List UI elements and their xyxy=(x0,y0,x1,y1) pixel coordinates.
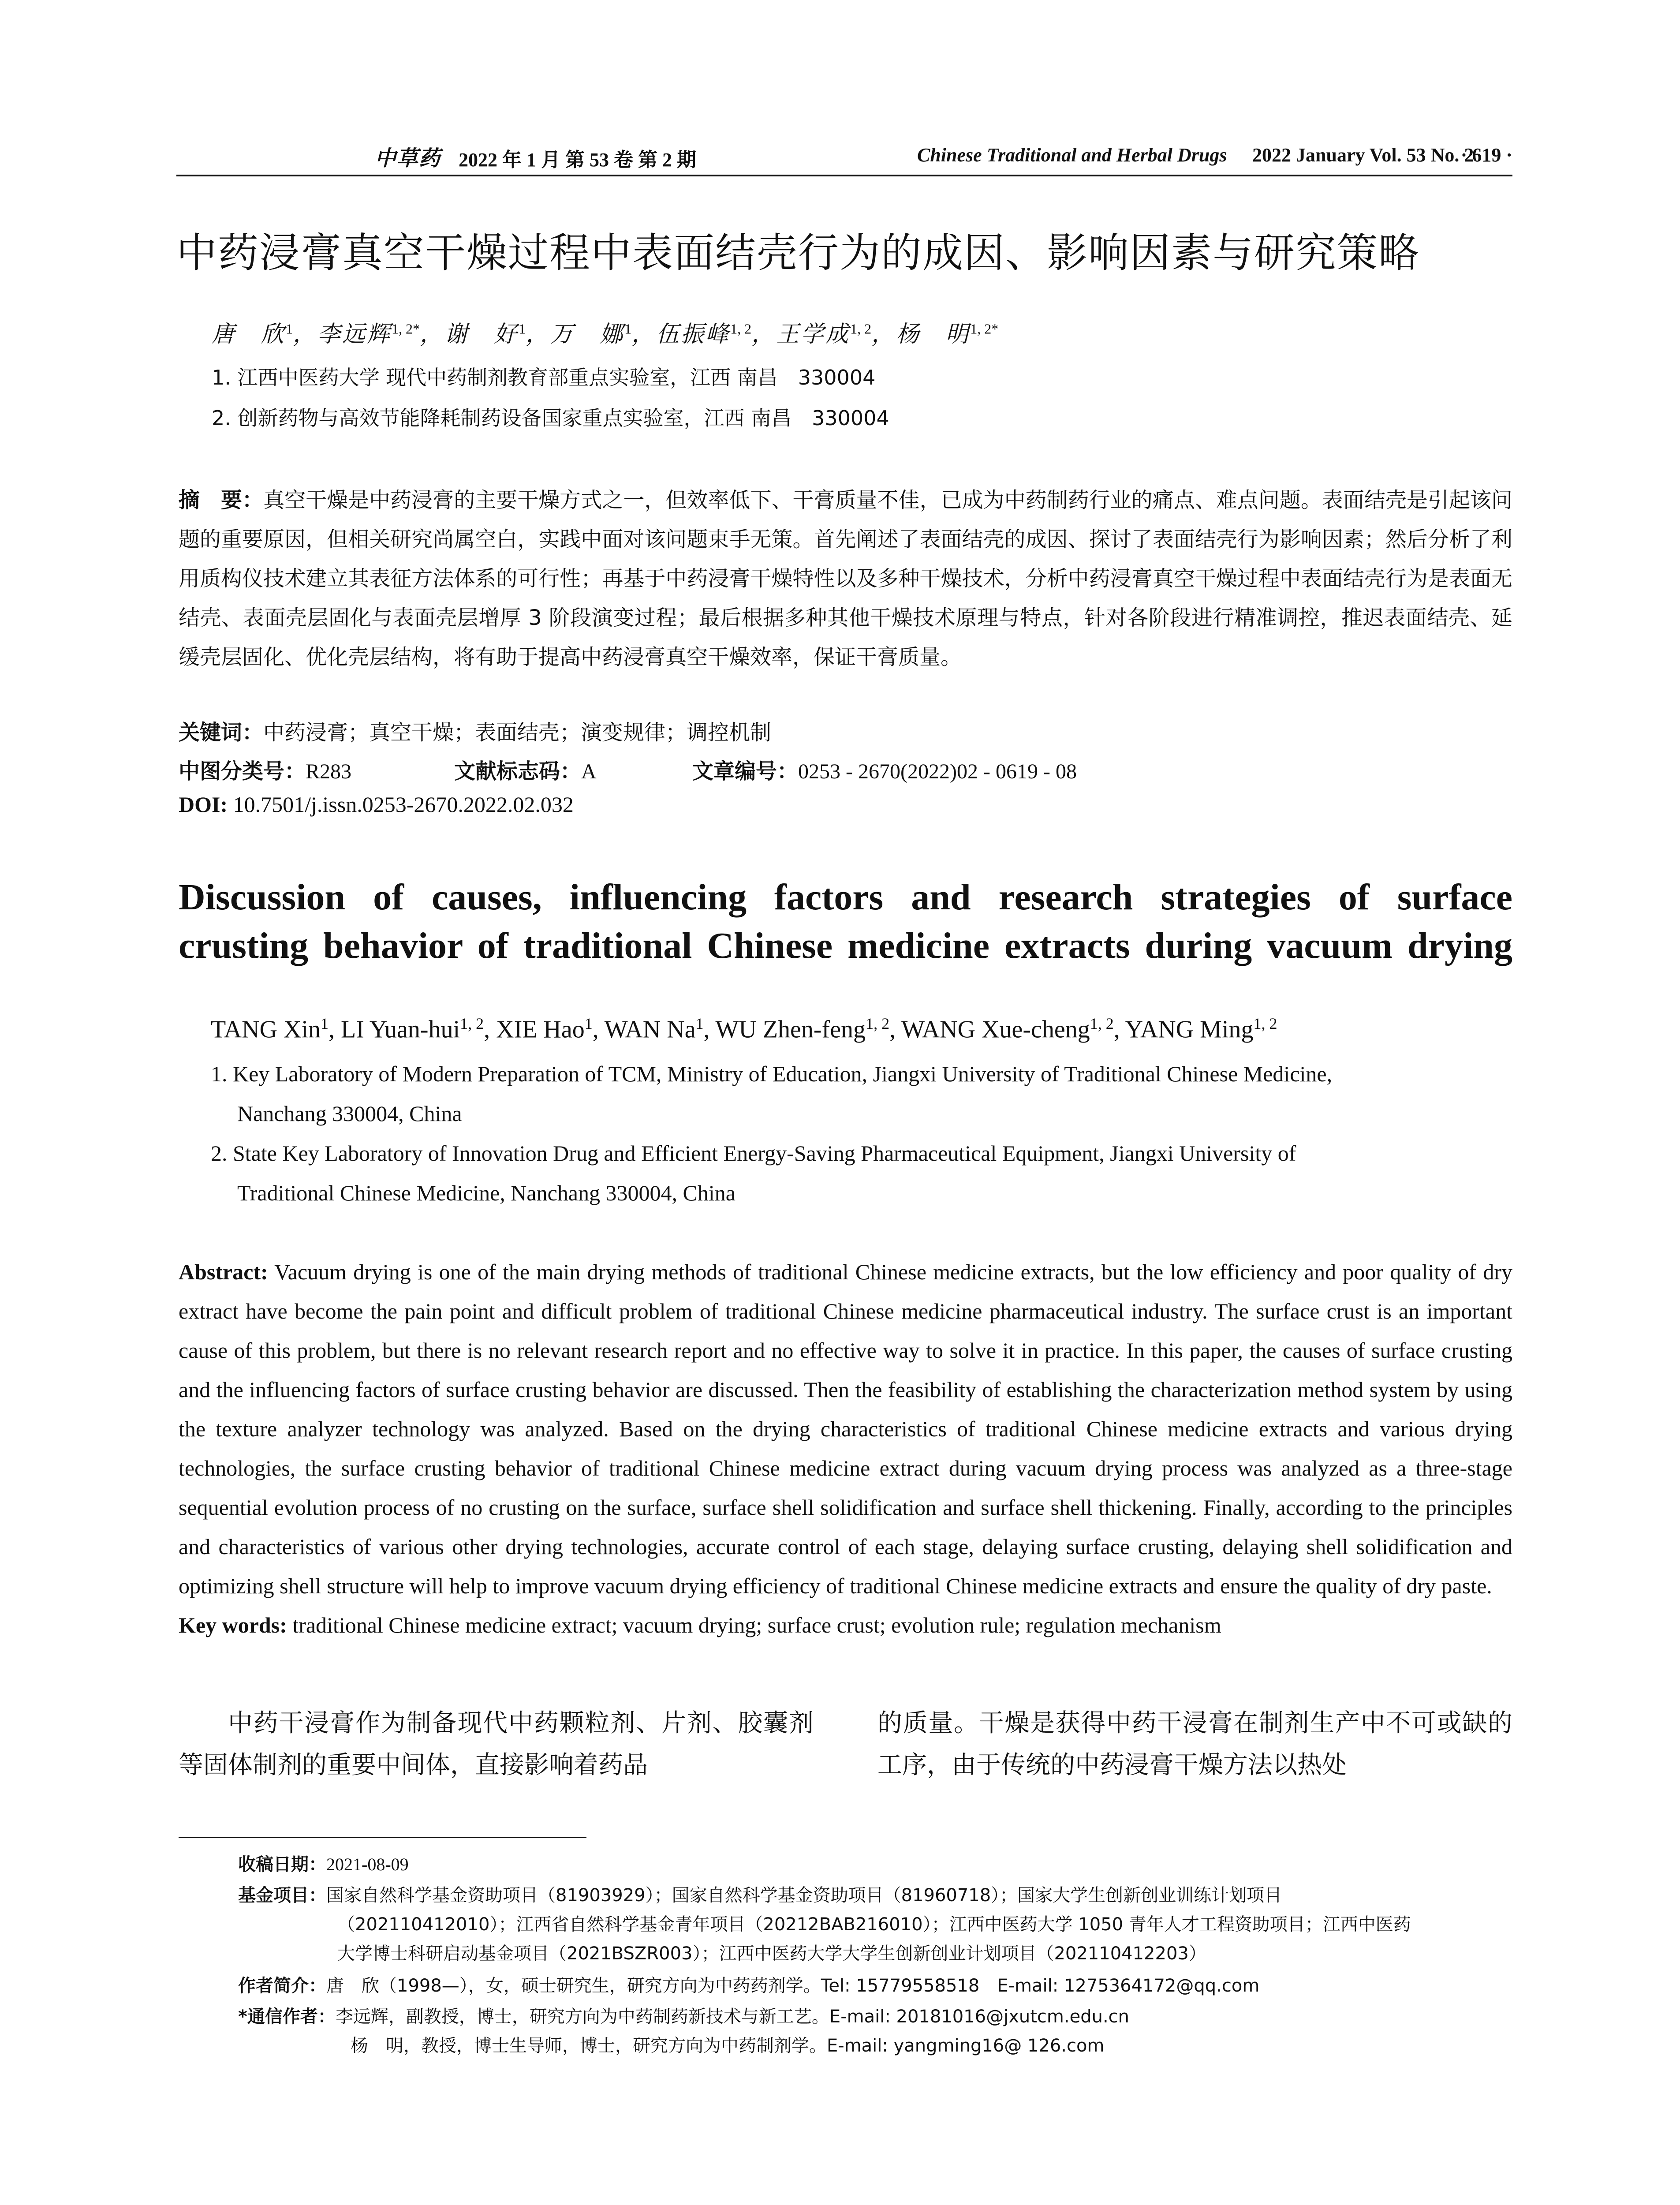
fund-line-2: （202110412010）；江西省自然科学基金青年项目（20212BAB216010）；江西中医药大学 1050 青年人才工程资助项目；江西中医药 xyxy=(337,1914,1411,1935)
bio-label: 作者简介： xyxy=(238,1976,326,1996)
author-en-affiliation-mark: 1 xyxy=(584,1015,593,1032)
author-cn-separator: ， xyxy=(751,322,777,347)
fund-line-1: 国家自然科学基金资助项目（81903929）；国家自然科学基金资助项目（81960718）；国家大学生创新创业训练计划项目 xyxy=(326,1885,1282,1906)
doi-line xyxy=(179,792,574,817)
footnote-author-bio xyxy=(238,1971,1512,2000)
clc-label: 中图分类号： xyxy=(179,759,306,784)
abstract-en-label: Abstract: xyxy=(179,1259,268,1284)
abstract-cn xyxy=(179,481,1512,677)
author-cn-separator: ， xyxy=(526,322,551,347)
title-en-line-1: Discussion of causes, influencing factors and research strategies of surface xyxy=(179,877,1512,918)
author-en-name: WANG Xue-cheng xyxy=(901,1016,1090,1043)
title-cn: 中药浸膏真空干燥过程中表面结壳行为的成因、影响因素与研究策略 xyxy=(176,229,1420,277)
author-cn-affiliation-mark: 1 xyxy=(624,321,632,337)
author-cn-affiliation-mark: 1 xyxy=(519,321,526,337)
article-number-value: 0253 - 2670(2022)02 - 0619 - 08 xyxy=(798,760,1077,783)
author-en-separator: , xyxy=(329,1016,341,1043)
article-number-label: 文章编号： xyxy=(692,759,799,784)
author-en-separator: , xyxy=(703,1016,716,1043)
abstract-en xyxy=(179,1252,1512,1645)
author-en-separator: , xyxy=(484,1016,497,1043)
author-en-separator: , xyxy=(1113,1016,1125,1043)
author-en-name: LI Yuan-hui xyxy=(341,1016,460,1043)
bio-text: 唐 欣（1998—），女，硕士研究生，研究方向为中药药剂学。Tel: 15779558518 E-mail: 1275364172@qq.com xyxy=(326,1976,1260,1996)
affiliation-en-1-line-1: 1. Key Laboratory of Modern Preparation of TCM, Ministry of Education, Jiangxi University of Traditional Chinese Medicine, xyxy=(211,1061,1333,1086)
corr-line-1: 李远辉，副教授，博士，研究方向为中药制药新技术与新工艺。E-mail: 20181016@jxutcm.edu.cn xyxy=(335,2007,1130,2027)
author-en-affiliation-mark: 1, 2 xyxy=(1253,1015,1277,1032)
keywords-cn xyxy=(179,715,771,746)
body-right-column: 的质量。干燥是获得中药干浸膏在制剂生产中不可或缺的工序，由于传统的中药浸膏干燥方法以热处 xyxy=(877,1709,1512,1779)
title-en xyxy=(179,873,1512,970)
fund-line-3: 大学博士科研启动基金项目（2021BSZR003）；江西中医药大学大学生创新创业计划项目（202110412203） xyxy=(337,1943,1206,1964)
author-cn-name: 杨 明 xyxy=(896,322,971,347)
keywords-cn-label: 关键词： xyxy=(179,720,264,745)
author-cn-separator: ， xyxy=(293,322,318,347)
affiliation-en-1 xyxy=(211,1054,1512,1133)
author-cn-affiliation-mark: 1, 2 xyxy=(850,321,872,337)
affiliation-en-2-line-2: Traditional Chinese Medicine, Nanchang 330004, China xyxy=(237,1181,735,1205)
affiliation-en-1-line-2: Nanchang 330004, China xyxy=(237,1101,462,1126)
author-en-affiliation-mark: 1, 2 xyxy=(1090,1015,1114,1032)
author-en-separator: , xyxy=(592,1016,605,1043)
footnote-correspondence xyxy=(238,2002,1512,2060)
author-en-name: YANG Ming xyxy=(1125,1016,1254,1043)
author-en-affiliation-mark: 1 xyxy=(321,1015,329,1032)
keywords-en-label: Key words: xyxy=(179,1613,287,1637)
doi-value: 10.7501/j.issn.0253-2670.2022.02.032 xyxy=(233,792,574,817)
author-cn-separator: ， xyxy=(420,322,445,347)
author-cn-affiliation-mark: 1, 2 xyxy=(730,321,752,337)
doc-code-label: 文献标志码： xyxy=(454,759,582,784)
author-cn-affiliation-mark: 1, 2* xyxy=(392,321,420,337)
authors-cn xyxy=(212,315,998,348)
journal-logo: 中草药 xyxy=(375,146,441,171)
author-en-affiliation-mark: 1, 2 xyxy=(460,1015,484,1032)
fund-label: 基金项目： xyxy=(238,1885,326,1906)
running-header xyxy=(176,141,1512,176)
author-cn-separator: ， xyxy=(871,322,896,347)
received-date: 2021-08-09 xyxy=(326,1854,409,1874)
author-cn-name: 伍振峰 xyxy=(656,322,731,347)
author-cn-name: 唐 欣 xyxy=(212,322,286,347)
footnote-fund xyxy=(238,1881,1512,1968)
abstract-cn-text: 真空干燥是中药浸膏的主要干燥方式之一，但效率低下、干膏质量不佳，已成为中药制药行业的痛点、难点问题。表面结壳是引起该问题的重要原因，但相关研究尚属空白，实践中面对该问题束手无策。首先阐述了表面结壳的成因、探讨了表面结壳行为影响因素；然后分析了利用质构仪技术建立其表征方法体系的可行性；再基于中药浸膏干燥特性以及多种干燥技术，分析中药浸膏真空干燥过程中表面结壳行为是表面无结壳、表面壳层固化与表面壳层增厚 3 阶段演变过程；最后根据多种其他干燥技术原理与特点，针对各阶段进行精准调控，推迟表面结壳、延缓壳层固化、优化壳层结构，将有助于提高中药浸膏真空干燥效率，保证干膏质量。 xyxy=(179,488,1512,669)
author-cn-affiliation-mark: 1, 2* xyxy=(970,321,999,337)
footnote-received xyxy=(238,1850,409,1879)
abstract-en-text: Vacuum drying is one of the main drying methods of traditional Chinese medicine extracts, but the low efficiency and poor quality of dry extract have become the pain point and difficult problem of traditional Chinese medicine pharmaceutical industry. The surface crust is an important cause of this problem, but there is no relevant research report and no effective way to solve it in practice. In this paper, the causes of surface crusting and the influencing factors of surface crusting behavior are discussed. Then the feasibility of establishing the characterization method system by using the texture analyzer technology was analyzed. Based on the drying characteristics of traditional Chinese medicine extracts and various drying technologies, the surface crusting behavior of traditional Chinese medicine extract during vacuum drying process was analyzed as a three-stage sequential evolution process of no crusting on the surface, surface shell solidification and surface shell thickening. Finally, according to the principles and characteristics of various other drying technologies, accurate control of each stage, delaying surface crusting, delaying shell solidification and optimizing shell structure will help to improve vacuum drying efficiency of traditional Chinese medicine extracts and ensure the quality of dry paste. xyxy=(179,1259,1512,1598)
author-cn-name: 王学成 xyxy=(776,322,851,347)
author-cn-name: 万 娜 xyxy=(550,322,625,347)
affiliation-cn-2: 2. 创新药物与高效节能降耗制药设备国家重点实验室，江西 南昌 330004 xyxy=(212,406,889,430)
issue-en: 2022 January Vol. 53 No. 2 xyxy=(1252,144,1474,166)
doc-code-value: A xyxy=(581,760,597,783)
abstract-cn-label: 摘 要： xyxy=(179,488,264,512)
author-en-separator: , xyxy=(889,1016,902,1043)
corr-label: *通信作者： xyxy=(238,2007,336,2027)
corr-line-2: 杨 明，教授，博士生导师，博士，研究方向为中药制剂学。E-mail: yangming16@ 126.com xyxy=(351,2036,1105,2056)
author-cn-name: 李远辉 xyxy=(317,322,392,347)
journal-name-en: Chinese Traditional and Herbal Drugs xyxy=(917,144,1227,166)
author-cn-name: 谢 好 xyxy=(444,322,519,347)
footnote-rule xyxy=(179,1837,586,1838)
header-rule xyxy=(176,175,1512,176)
doi-label: DOI: xyxy=(179,792,228,817)
author-en-name: TANG Xin xyxy=(211,1016,321,1043)
classification-line xyxy=(179,754,1512,785)
affiliation-en-2 xyxy=(211,1133,1512,1213)
author-cn-affiliation-mark: 1 xyxy=(286,321,293,337)
author-cn-separator: ， xyxy=(631,322,657,347)
page-number: · 619 · xyxy=(1460,144,1512,166)
author-en-name: XIE Hao xyxy=(496,1016,585,1043)
author-en-name: WAN Na xyxy=(604,1016,696,1043)
body-left-column: 中药干浸膏作为制备现代中药颗粒剂、片剂、胶囊剂等固体制剂的重要中间体，直接影响着药品 xyxy=(179,1709,814,1779)
author-en-name: WU Zhen-feng xyxy=(715,1016,866,1043)
authors-en xyxy=(211,1014,1277,1044)
author-en-affiliation-mark: 1 xyxy=(695,1015,704,1032)
clc-value: R283 xyxy=(306,760,352,783)
received-label: 收稿日期： xyxy=(238,1854,326,1875)
keywords-cn-text: 中药浸膏；真空干燥；表面结壳；演变规律；调控机制 xyxy=(263,720,772,745)
affiliation-cn-1: 1. 江西中医药大学 现代中药制剂教育部重点实验室，江西 南昌 330004 xyxy=(212,366,876,389)
title-en-line-2: crusting behavior of traditional Chinese medicine extracts during vacuum drying xyxy=(179,925,1512,966)
issue-cn: 2022 年 1 月 第 53 卷 第 2 期 xyxy=(459,149,696,171)
author-en-affiliation-mark: 1, 2 xyxy=(866,1015,890,1032)
affiliation-en-2-line-1: 2. State Key Laboratory of Innovation Drug and Efficient Energy-Saving Pharmaceutical Equipment, Jiangxi University of xyxy=(211,1141,1296,1166)
keywords-en-text: traditional Chinese medicine extract; vacuum drying; surface crust; evolution rule; regulation mechanism xyxy=(287,1613,1221,1637)
